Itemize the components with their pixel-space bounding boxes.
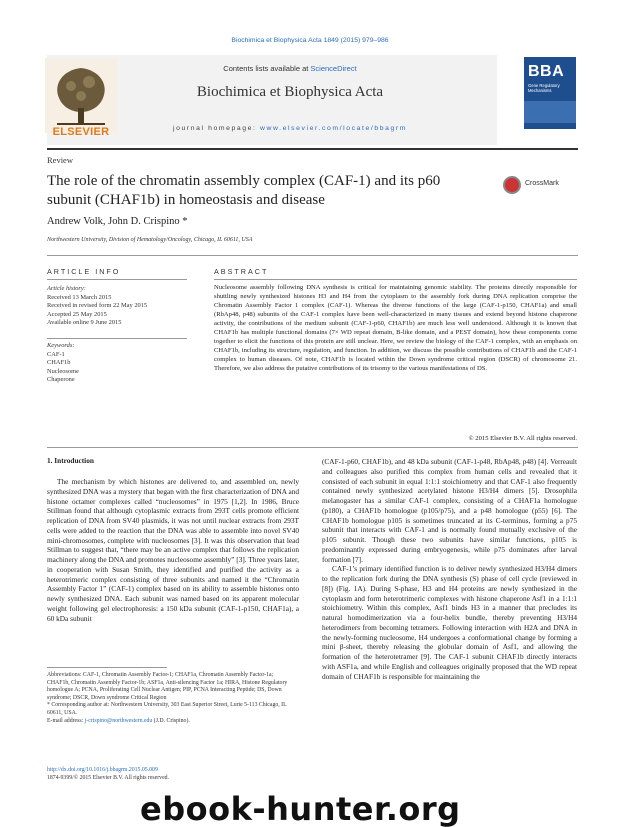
sciencedirect-link[interactable]: ScienceDirect: [310, 64, 357, 73]
cover-title: BBA: [528, 63, 565, 80]
header-divider: [47, 148, 578, 150]
cover-band: [524, 101, 576, 123]
abstract-bottom-divider: [47, 447, 578, 448]
homepage-link[interactable]: www.elsevier.com/locate/bbagrm: [260, 125, 407, 132]
article-type: Review: [47, 155, 73, 165]
front-matter-divider: [47, 255, 578, 256]
doi-link[interactable]: http://dx.doi.org/10.1016/j.bbagrm.2015.05.009: [47, 767, 158, 773]
bottom-publication-info: [47, 766, 169, 782]
abstract-heading: ABSTRACT: [214, 267, 269, 276]
abstract-text: Nucleosome assembly following DNA synthesis is critical for maintaining genomic stability. The proteins directly responsible for shuttling newly synthesized histones H3 and H4 from the cytoplasm to the assembly fork during DNA replication comprise the Chromatin Assembly Factor 1 complex (CAF-1). Whereas the diverse functions of the large (CAF-1-p150, CHAF1a) and small (RbAp48, p48) subunits of the CAF-1 complex have been well-characterized in many tissues and extend beyond histone chaperone activity, the contributions of the medium subunit (CAF-1-p60, CHAF1b) are much less well understood. Although it is known that CHAF1b has multiple functional domains (7× WD repeat domain, B-like domain, and a PEST domain), how these components come together to elicit the functions of this protein are still unclear. Here, we review the biology of the CAF-1 complex, with an emphasis on CHAF1b, including its structure, regulation, and function. In addition, we discuss the possible contributions of CHAF1b and the CAF-1 complex to human diseases. Of note, CHAF1b is located within the Down syndrome critical region (DSCR) of chromosome 21. Therefore, we also address the putative contributions of its trisomy to the various manifestations of DS.: [214, 284, 577, 373]
author-affiliation: Northwestern University, Division of Hematology/Oncology, Chicago, IL 60611, USA: [47, 237, 253, 243]
email-footnote: [47, 718, 297, 726]
journal-title: Biochimica et Biophysica Acta: [196, 84, 384, 100]
history-item: Available online 9 June 2015: [47, 319, 122, 327]
contents-availability: [140, 64, 440, 73]
footnotes: [47, 672, 297, 725]
journal-homepage: [130, 125, 450, 132]
crossmark-label: CrossMark: [525, 180, 559, 187]
article-info-heading: ARTICLE INFO: [47, 267, 121, 276]
keyword: CHAF1b: [47, 359, 71, 367]
abstract-underline: [214, 279, 577, 280]
email-link[interactable]: j-crispino@northwestern.edu: [84, 717, 153, 724]
cover-subtitle: Gene Regulatory Mechanisms: [528, 83, 560, 94]
intro-paragraph: The mechanism by which histones are delivered to, and assembled on, newly synthesized DNA was a mystery that began with the first characterization of DNA and histone octamer complexes called “nucleosomes” in 1975 [1,2]. In 1986, Bruce Stillman found that although cytoplasmic extracts from 293T cells promote efficient replication of DNA from SV40 plasmids, it was not until nuclear extracts from 293T cells were added to the reaction that the DNA was able to assemble into novel SV40 mini-chromosomes, complete with nucleosomes [3]. It was this observation that lead Stillman to suggest that, “there may be an active complex that follows the replication machinery along the DNA and promotes nucleosome assembly” [3]. Three years later, in cooperation with Susan Smith, they identified and purified the activity as a heterotrimeric complex consisting of three subunits and named it the “Chromatin Assembly Factor 1” (CAF-1) complex based on its ability to assemble histones onto newly synthesized DNA. Each subunit was named based on its apparent molecular weight following gel electrophoresis: a 150 kDa subunit (CAF-1-p150, CHAF1a), a 60 kDa subunit: [47, 477, 299, 623]
article-title: The role of the chromatin assembly complex (CAF-1) and its p60 subunit (CHAF1b) in homeostasis and disease: [47, 173, 441, 208]
crossmark-icon: [503, 176, 521, 194]
history-label: Article history:: [47, 285, 86, 292]
email-prefix: E-mail address:: [47, 717, 85, 724]
issn-copyright: 1874-9399/© 2015 Elsevier B.V. All rights reserved.: [47, 775, 169, 781]
history-item: Received 13 March 2015: [47, 293, 112, 301]
keyword: Chaperone: [47, 376, 75, 384]
watermark-text: ebook-hunter.org: [140, 790, 461, 827]
history-item: Accepted 25 May 2015: [47, 310, 107, 318]
journal-citation[interactable]: Biochimica et Biophysica Acta 1849 (2015) 979–986: [231, 37, 389, 44]
keywords-label: Keywords:: [47, 342, 75, 349]
author-list[interactable]: Andrew Volk, John D. Crispino *: [47, 216, 188, 227]
keywords-divider: [47, 338, 187, 339]
article-info-underline: [47, 279, 187, 280]
elsevier-tree-logo: [45, 58, 117, 133]
crossmark-badge[interactable]: [503, 176, 573, 196]
introduction-right-column: [322, 457, 577, 681]
journal-cover-thumbnail: [524, 57, 576, 129]
history-item: Received in revised form 22 May 2015: [47, 302, 148, 310]
keyword: Nucleosome: [47, 367, 79, 375]
introduction-left-column: [47, 477, 299, 623]
contents-prefix: Contents lists available at: [223, 64, 311, 73]
corresponding-author-footnote: * Corresponding author at: Northwestern University, 303 East Superior Street, Lurie 5-113 Chicago, IL 60611, USA.: [47, 702, 287, 716]
intro-paragraph: CAF-1’s primary identified function is to deliver newly synthesized H3/H4 dimers to the replication fork during the DNA synthesis (S) phase of cell cycle (reviewed in [8]) (Fig. 1A). During S-phase, H3 and H4 proteins are newly synthesized in the cytoplasm and form heterotrimeric complexes with histone chaperone Asf1 in a 1:1:1 stoichiometry. Within this complex, Asf1 binds H3 in a manner that precludes its natural homodimerization via a four-helix bundle, thereby preventing H3/H4 heterodimers from becoming tetramers. Following interaction with H2A and DNA in the newly-forming nucleosome, H4 undergoes a conformational change by forming a mini β-sheet, thereby releasing the globular domain of Asf1, and allowing the formation of the heterotetramer [9]. The CAF-1 subunit CHAF1b directly interacts with ASF1a, and while English and colleagues originally proposed that the WD repeat domain of CHAF1b is responsible for maintaining the: [322, 564, 577, 681]
elsevier-wordmark: ELSEVIER: [52, 126, 110, 138]
intro-paragraph: (CAF-1-p60, CHAF1b), and 48 kDa subunit (CAF-1-p48, RbAp48, p48) [4]. Verreault and colleagues also purified this complex from human cells and revealed that it consisted of each subunit in equal 1:1:1 stoichiometry and that CAF-1 also frequently contained newly synthesized acetylated histone H3/H4 dimers [5]. Drosophila melanogaster has a similar CAF-1 complex, consisting of a CHAF1a homologue (p180), a CHAF1b homologue (p105/p75), and a p48 homologue (p55) [6]. The CHAF1b homologue p105 is sometimes truncated at its C-terminus, forming a p75 subunit that interacts with CAF-1 and is normally found mutually exclusive of the p105 subunit. Though these two subunits have similar functions, p105 is predominantly expressed during embryogenesis, while p75 dominates after larval formation [7].: [322, 457, 577, 564]
keyword: CAF-1: [47, 350, 65, 358]
email-suffix: (J.D. Crispino).: [152, 717, 190, 724]
abbreviations-footnote: Abbreviations: CAF-1, Chromatin Assembly Factor-1; CHAF1a, Chromatin Assembly Factor-1a; CHAF1b, Chromatin Assembly Factor-1b; ASF1a, Anti-silencing Factor 1a; HIRA, Histone Regulatory homologue A; PCNA, Proliferating Cell Nuclear Antigen; PIP, PCNA Interacting Peptide; DS, Down syndrome; DSCR, Down syndrome Critical Region: [47, 672, 288, 701]
abstract-copyright: © 2015 Elsevier B.V. All rights reserved.: [468, 435, 577, 442]
footnote-divider: [47, 667, 167, 668]
introduction-heading: 1. Introduction: [47, 456, 94, 465]
keywords-block: [47, 342, 187, 385]
homepage-prefix: journal homepage:: [173, 125, 260, 132]
article-history: [47, 285, 187, 328]
